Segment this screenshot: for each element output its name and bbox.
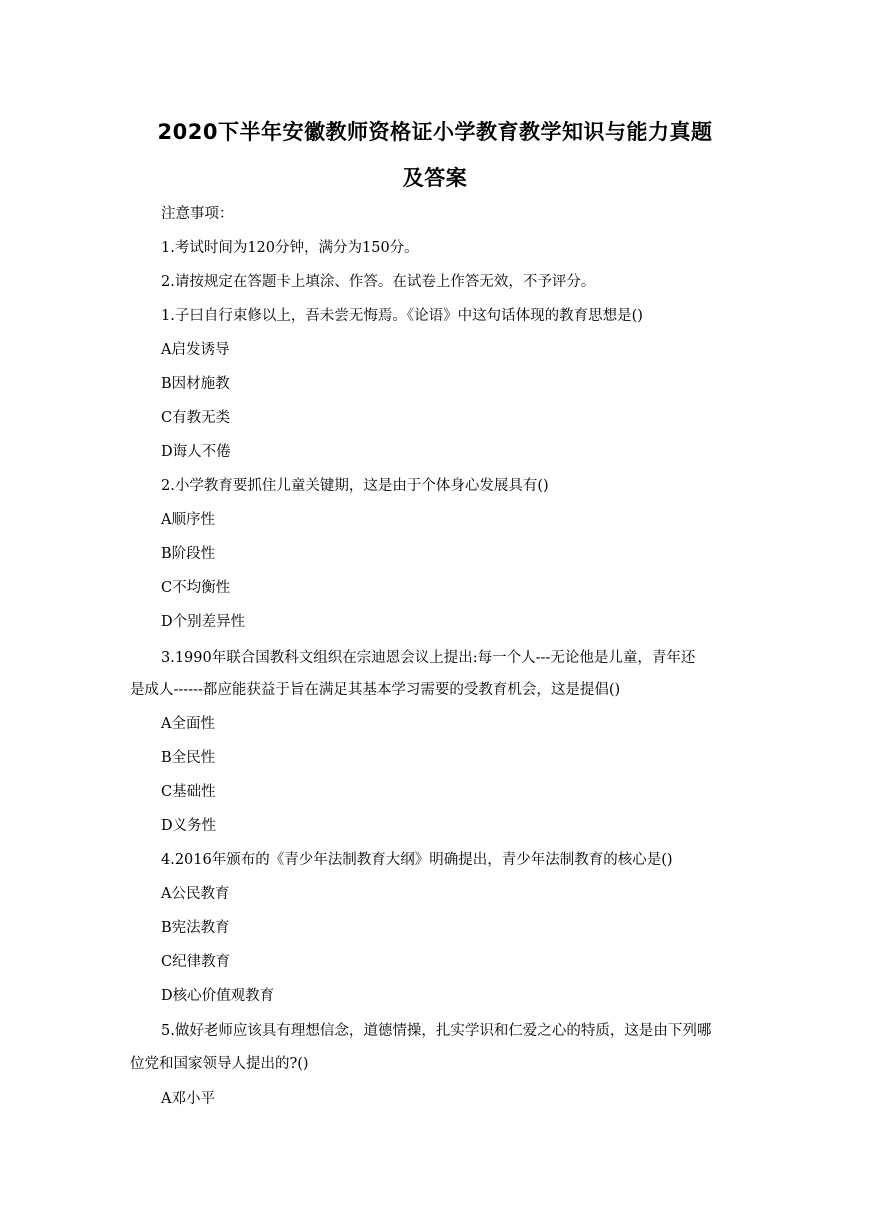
- question-option: B宪法教育: [161, 920, 230, 936]
- question-option: D个别差异性: [161, 614, 246, 630]
- question-option: A顺序性: [161, 512, 215, 528]
- document-title-line-1: 2020下半年安徽教师资格证小学教育教学知识与能力真题: [157, 120, 713, 144]
- document-title-line-2: 及答案: [402, 166, 468, 190]
- question-option: B阶段性: [161, 546, 216, 562]
- question-option: D义务性: [161, 818, 217, 834]
- notice-item: 2.请按规定在答题卡上填涂、作答。在试卷上作答无效，不予评分。: [161, 274, 596, 290]
- question-stem: 1.子曰自行束修以上，吾未尝无悔焉。《论语》中这句话体现的教育思想是(): [161, 308, 643, 324]
- question-stem: 2.小学教育要抓住儿童关键期，这是由于个体身心发展具有(): [161, 478, 549, 494]
- question-stem-line-1: 3.1990年联合国教科文组织在宗迪恩会议上提出:每一个人---无论他是儿童，青年还: [161, 650, 696, 666]
- question-stem: 4.2016年颁布的《青少年法制教育大纲》明确提出，青少年法制教育的核心是(): [161, 852, 673, 868]
- question-option: A邓小平: [161, 1091, 215, 1107]
- question-stem-line-1: 5.做好老师应该具有理想信念，道德情操，扎实学识和仁爱之心的特质，这是由下列哪: [161, 1023, 712, 1039]
- question-stem-line-2: 是成人------都应能获益于旨在满足其基本学习需要的受教育机会，这是提倡(): [130, 682, 621, 698]
- question-option: B全民性: [161, 750, 216, 766]
- question-option: A全面性: [161, 716, 215, 732]
- notice-heading: 注意事项：: [161, 206, 234, 222]
- question-option: C不均衡性: [161, 580, 231, 596]
- question-option: D核心价值观教育: [161, 988, 275, 1004]
- question-option: C有教无类: [161, 410, 231, 426]
- notice-item: 1.考试时间为120分钟，满分为150分。: [161, 240, 419, 256]
- question-option: A公民教育: [161, 886, 230, 902]
- question-option: A启发诱导: [161, 342, 230, 358]
- question-stem-line-2: 位党和国家领导人提出的?(): [130, 1056, 309, 1072]
- question-option: C纪律教育: [161, 954, 231, 970]
- question-option: B因材施教: [161, 376, 230, 392]
- question-option: D诲人不倦: [161, 444, 231, 460]
- question-option: C基础性: [161, 784, 216, 800]
